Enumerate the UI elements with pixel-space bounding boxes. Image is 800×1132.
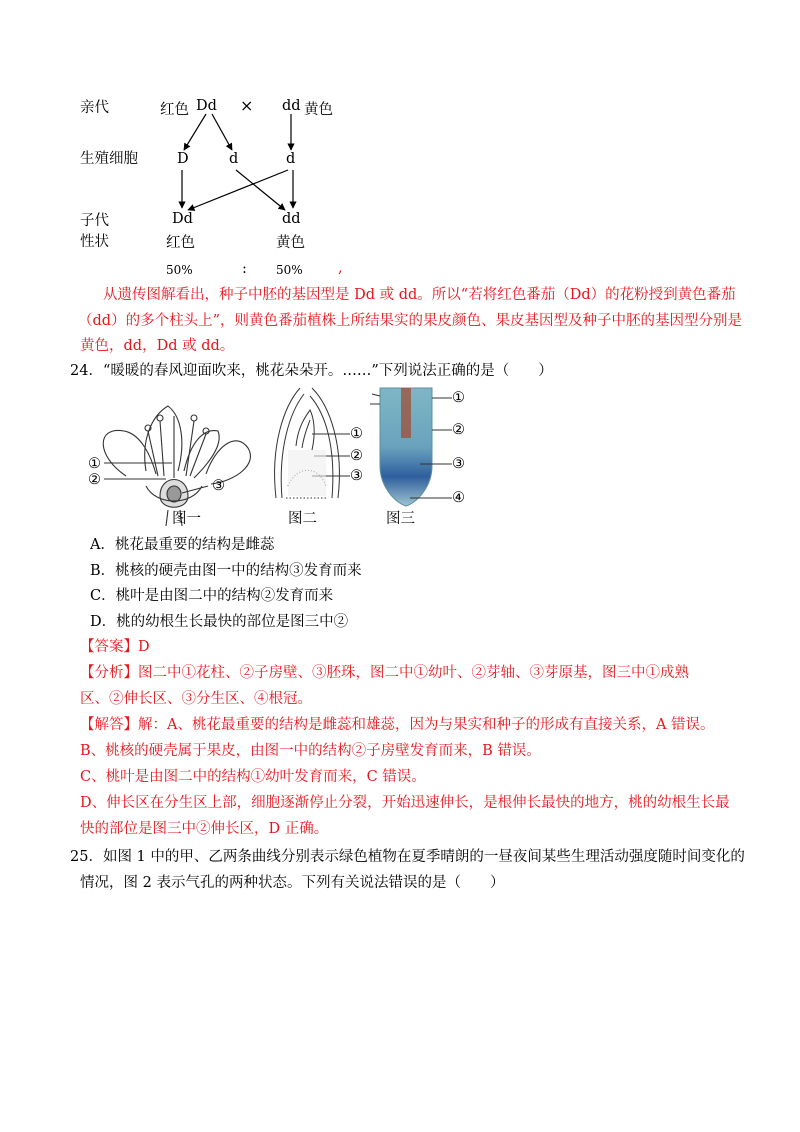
fig2-marker-3: ③	[350, 468, 363, 484]
q23-explanation-line-2: （dd）的多个柱头上”，则黄色番茄植株上所结果实的果皮颜色、果皮基因型及种子中胚的基因型分别是	[78, 313, 742, 329]
label-gametes: 生殖细胞	[80, 151, 138, 167]
parent-left-genotype: Dd	[196, 98, 217, 114]
fig1-marker-1: ①	[88, 456, 101, 472]
fig1-marker-2: ②	[88, 472, 101, 488]
figure-2-bud	[266, 386, 366, 506]
solution-tag: 【解答】	[80, 717, 138, 733]
genetics-diagram	[80, 88, 360, 278]
q24-answer	[80, 637, 150, 657]
q24-solution-line-5: 快的部位是图三中②伸长区，D 正确。	[80, 821, 329, 837]
q24-solution-line-2: B、桃核的硬壳属于果皮，由图一中的结构②子房壁发育而来，B 错误。	[80, 743, 541, 759]
q24-solution-line-4: D、伸长区在分生区上部，细胞逐渐停止分裂，开始迅速伸长，是根伸长最快的地方，桃的幼根生长最	[80, 795, 730, 811]
fig3-marker-3: ③	[452, 456, 465, 472]
q25-stem-line-1: 25．如图 1 中的甲、乙两条曲线分别表示绿色植物在夏季晴朗的一昼夜间某些生理活动强度随时间变化的	[70, 849, 745, 865]
cross-symbol: ×	[240, 96, 254, 115]
fig3-caption: 图三	[386, 511, 415, 527]
solution-text-1: 解：A、桃花最重要的结构是雌蕊和雄蕊，因为与果实和种子的形成有直接关系，A 错误。	[138, 717, 715, 733]
figure-1-flower	[86, 386, 256, 526]
offspring-1-genotype: Dd	[172, 211, 193, 227]
fig2-marker-2: ②	[350, 448, 363, 464]
answer-value: D	[138, 639, 150, 655]
fig3-marker-2: ②	[452, 422, 465, 438]
gamete-2: d	[229, 151, 239, 167]
fig1-caption: 图一	[172, 511, 201, 527]
trailing-comma: ,	[338, 260, 343, 276]
ratio-separator: :	[242, 261, 247, 277]
offspring-1-ratio: 50%	[166, 263, 193, 277]
gamete-3: d	[286, 151, 296, 167]
q24-option-b: B．桃核的硬壳由图一中的结构③发育而来	[90, 563, 362, 579]
q24-analysis-line-1	[80, 663, 689, 683]
fig2-marker-1: ①	[350, 426, 363, 442]
parent-left-color: 红色	[160, 102, 189, 118]
figure-3-root-tip	[370, 386, 480, 510]
parent-right-color: 黄色	[304, 102, 333, 118]
fig1-marker-3: ③	[212, 478, 225, 494]
q24-solution-line-1	[80, 715, 715, 735]
label-parents: 亲代	[80, 100, 109, 116]
fig2-caption: 图二	[288, 511, 317, 527]
q24-solution-line-3: C、桃叶是由图二中的结构①幼叶发育而来，C 错误。	[80, 769, 426, 785]
answer-tag: 【答案】	[80, 639, 138, 655]
q24-option-d: D．桃的幼根生长最快的部位是图三中②	[90, 614, 349, 630]
parent-right-genotype: dd	[282, 98, 301, 114]
offspring-2-color: 黄色	[276, 235, 305, 251]
gamete-1: D	[177, 151, 189, 167]
offspring-2-genotype: dd	[282, 211, 301, 227]
flower-diagram	[86, 386, 256, 526]
offspring-2-ratio: 50%	[276, 263, 303, 277]
fig3-marker-1: ①	[452, 390, 465, 406]
offspring-1-color: 红色	[166, 235, 195, 251]
q23-explanation-line-3: 黄色，dd，Dd 或 dd。	[80, 338, 235, 354]
label-traits: 性状	[80, 234, 109, 250]
q24-stem: 24．“暖暖的春风迎面吹来，桃花朵朵开。……”下列说法正确的是（ ）	[70, 363, 553, 379]
label-offspring: 子代	[80, 213, 109, 229]
q25-stem-line-2: 情况，图 2 表示气孔的两种状态。下列有关说法错误的是（ ）	[80, 875, 505, 891]
q24-analysis-line-2: 区、②伸长区、③分生区、④根冠。	[80, 691, 312, 707]
q24-option-c: C．桃叶是由图二中的结构②发育而来	[90, 588, 334, 604]
fig3-marker-4: ④	[452, 490, 465, 506]
analysis-text-1: 图二中①花柱、②子房壁、③胚珠，图二中①幼叶、②芽轴、③芽原基，图三中①成熟	[138, 665, 689, 681]
analysis-tag: 【分析】	[80, 665, 138, 681]
q24-option-a: A．桃花最重要的结构是雌蕊	[90, 537, 275, 553]
q23-explanation-line-1: 从遗传图解看出，种子中胚的基因型是 Dd 或 dd。所以“若将红色番茄（Dd）的花粉授到黄色番茄	[103, 287, 736, 303]
